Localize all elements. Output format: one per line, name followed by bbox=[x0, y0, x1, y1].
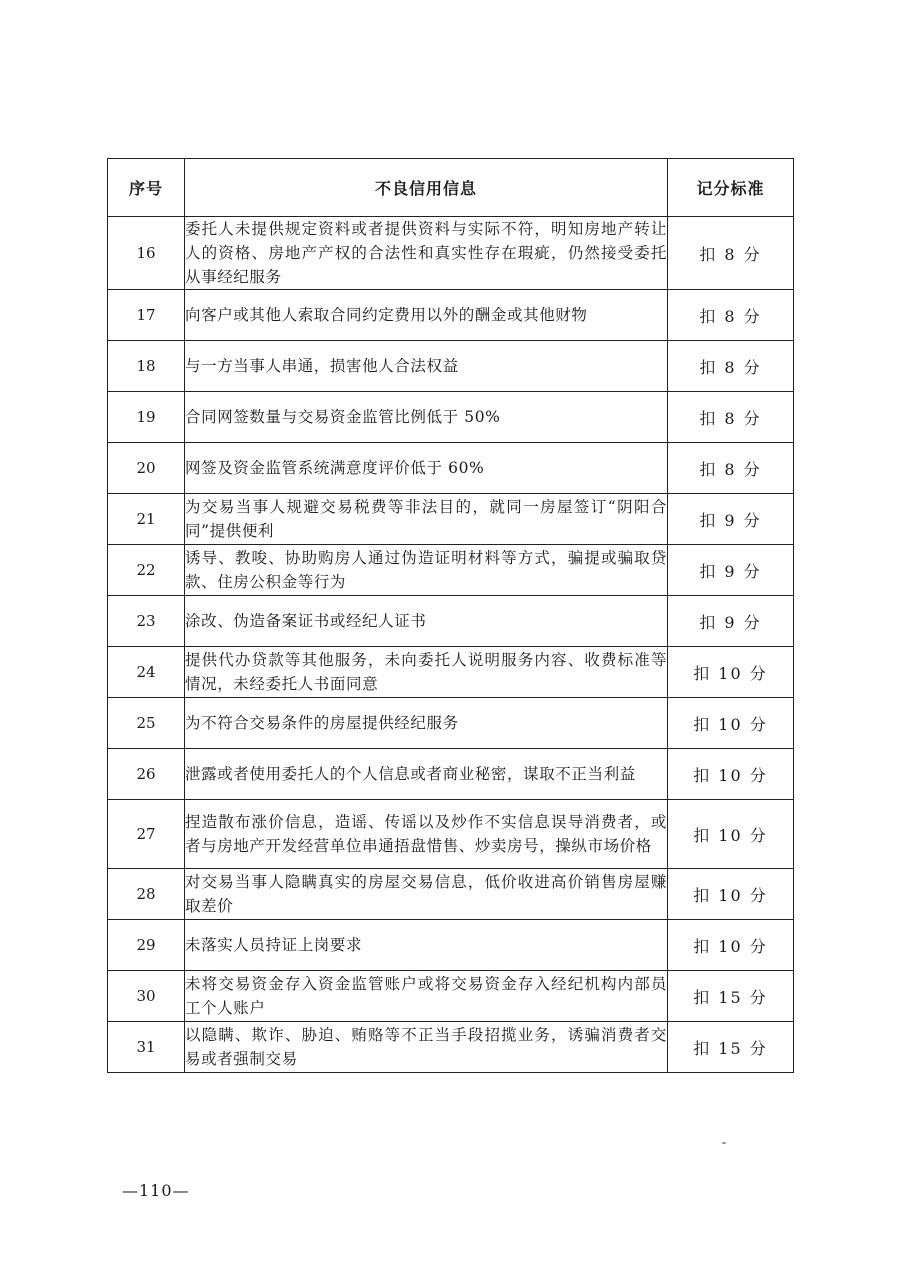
table-row bbox=[108, 869, 794, 920]
row-info: 为交易当事人规避交易税费等非法目的，就同一房屋签订“阴阳合同”提供便利 bbox=[185, 494, 668, 545]
row-score: 扣 8 分 bbox=[668, 341, 794, 392]
row-number: 25 bbox=[108, 698, 185, 749]
row-score: 扣 10 分 bbox=[668, 749, 794, 800]
row-number: 22 bbox=[108, 545, 185, 596]
row-number: 23 bbox=[108, 596, 185, 647]
row-score: 扣 15 分 bbox=[668, 1022, 794, 1073]
row-score: 扣 8 分 bbox=[668, 290, 794, 341]
table-row bbox=[108, 545, 794, 596]
table-row bbox=[108, 647, 794, 698]
row-score: 扣 9 分 bbox=[668, 596, 794, 647]
table-row bbox=[108, 920, 794, 971]
row-score: 扣 8 分 bbox=[668, 217, 794, 290]
row-number: 30 bbox=[108, 971, 185, 1022]
row-number: 19 bbox=[108, 392, 185, 443]
header-credit-info: 不良信用信息 bbox=[185, 159, 668, 217]
table-row bbox=[108, 698, 794, 749]
row-info: 与一方当事人串通，损害他人合法权益 bbox=[185, 341, 668, 392]
row-info: 提供代办贷款等其他服务，未向委托人说明服务内容、收费标准等情况，未经委托人书面同意 bbox=[185, 647, 668, 698]
row-score: 扣 8 分 bbox=[668, 392, 794, 443]
row-number: 29 bbox=[108, 920, 185, 971]
row-number: 20 bbox=[108, 443, 185, 494]
row-number: 24 bbox=[108, 647, 185, 698]
row-info: 泄露或者使用委托人的个人信息或者商业秘密，谋取不正当利益 bbox=[185, 749, 668, 800]
table-row bbox=[108, 392, 794, 443]
row-score: 扣 10 分 bbox=[668, 920, 794, 971]
table-row bbox=[108, 290, 794, 341]
row-info: 向客户或其他人索取合同约定费用以外的酬金或其他财物 bbox=[185, 290, 668, 341]
row-info: 诱导、教唆、协助购房人通过伪造证明材料等方式，骗提或骗取贷款、住房公积金等行为 bbox=[185, 545, 668, 596]
row-info: 捏造散布涨价信息，造谣、传谣以及炒作不实信息误导消费者，或者与房地产开发经营单位串通捂盘惜售、炒卖房号，操纵市场价格 bbox=[185, 800, 668, 869]
row-info: 委托人未提供规定资料或者提供资料与实际不符，明知房地产转让人的资格、房地产产权的合法性和真实性存在瑕疵，仍然接受委托从事经纪服务 bbox=[185, 217, 668, 290]
row-number: 27 bbox=[108, 800, 185, 869]
row-number: 28 bbox=[108, 869, 185, 920]
row-info: 以隐瞒、欺诈、胁迫、贿赂等不正当手段招揽业务，诱骗消费者交易或者强制交易 bbox=[185, 1022, 668, 1073]
row-score: 扣 10 分 bbox=[668, 698, 794, 749]
credit-score-table bbox=[107, 158, 794, 1073]
row-info: 未将交易资金存入资金监管账户或将交易资金存入经纪机构内部员工个人账户 bbox=[185, 971, 668, 1022]
row-info: 为不符合交易条件的房屋提供经纪服务 bbox=[185, 698, 668, 749]
row-info: 未落实人员持证上岗要求 bbox=[185, 920, 668, 971]
row-score: 扣 9 分 bbox=[668, 494, 794, 545]
row-score: 扣 9 分 bbox=[668, 545, 794, 596]
row-score: 扣 8 分 bbox=[668, 443, 794, 494]
row-score: 扣 10 分 bbox=[668, 800, 794, 869]
table-row bbox=[108, 749, 794, 800]
table-row bbox=[108, 494, 794, 545]
row-number: 18 bbox=[108, 341, 185, 392]
row-number: 16 bbox=[108, 217, 185, 290]
row-score: 扣 10 分 bbox=[668, 869, 794, 920]
row-number: 17 bbox=[108, 290, 185, 341]
header-serial-number: 序号 bbox=[108, 159, 185, 217]
table-row bbox=[108, 341, 794, 392]
table-row bbox=[108, 971, 794, 1022]
row-score: 扣 10 分 bbox=[668, 647, 794, 698]
scan-speck bbox=[722, 1142, 726, 1144]
row-info: 对交易当事人隐瞒真实的房屋交易信息，低价收进高价销售房屋赚取差价 bbox=[185, 869, 668, 920]
row-number: 21 bbox=[108, 494, 185, 545]
table-row bbox=[108, 217, 794, 290]
table-row bbox=[108, 1022, 794, 1073]
row-info: 网签及资金监管系统满意度评价低于 60% bbox=[185, 443, 668, 494]
row-score: 扣 15 分 bbox=[668, 971, 794, 1022]
table-header-row bbox=[108, 159, 794, 217]
header-score-standard: 记分标准 bbox=[668, 159, 794, 217]
table-row bbox=[108, 443, 794, 494]
table-row bbox=[108, 800, 794, 869]
row-number: 26 bbox=[108, 749, 185, 800]
row-info: 合同网签数量与交易资金监管比例低于 50% bbox=[185, 392, 668, 443]
table-row bbox=[108, 596, 794, 647]
row-info: 涂改、伪造备案证书或经纪人证书 bbox=[185, 596, 668, 647]
row-number: 31 bbox=[108, 1022, 185, 1073]
page-number: —110— bbox=[122, 1181, 190, 1200]
